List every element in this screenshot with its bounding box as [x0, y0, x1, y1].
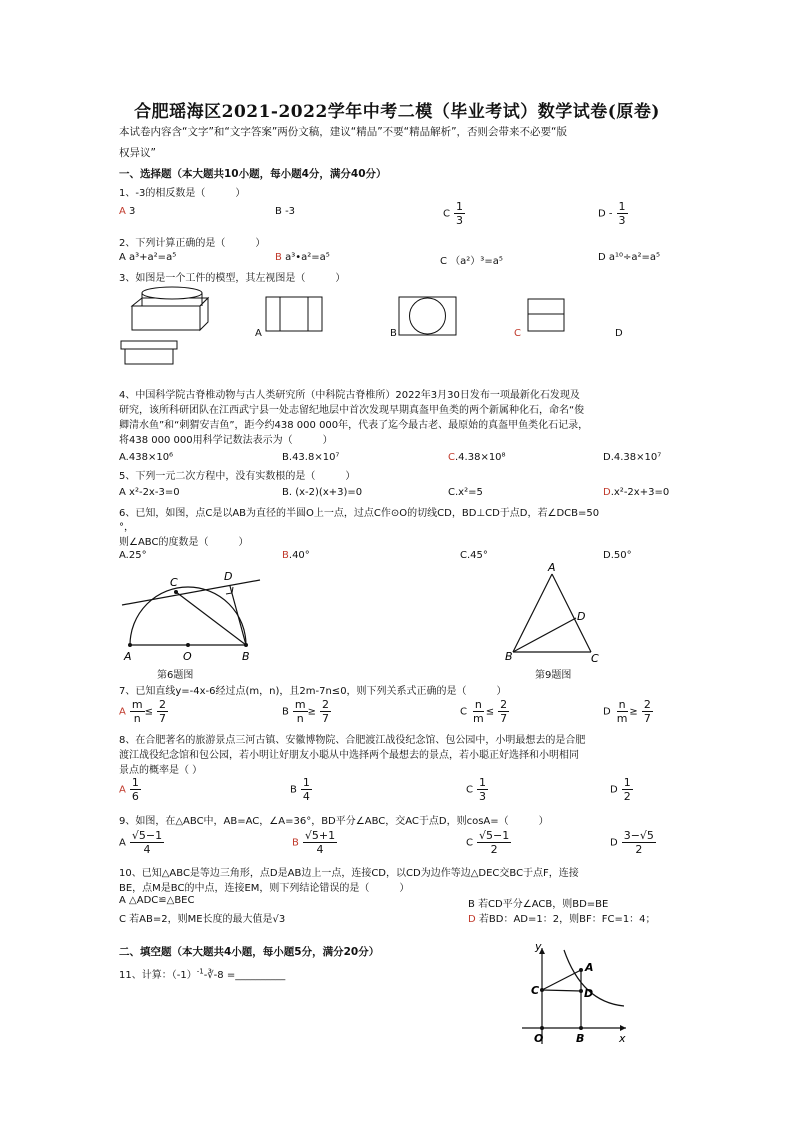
q10-option-b: B 若CD平分∠ACB，则BD=BE	[468, 899, 609, 910]
figure-9-caption: 第9题图	[535, 670, 572, 681]
figure-9-triangle	[505, 562, 615, 664]
q2-option-a: A a³+a²=a⁵	[119, 252, 177, 263]
q3-option-b-figure	[398, 296, 458, 336]
coordinate-figure	[518, 940, 633, 1050]
q6-line-1: 6、已知，如图，点C是以AB为直径的半圆O上一点，过点C作⊙O的切线CD，BD⊥CD于点D，若∠DCB=50	[119, 508, 600, 519]
q8-line-2: 渡江战役纪念馆和包公园，若小明让好朋友小聪从中选择两个最想去的景点，若小聪正好选择和小明相同	[119, 750, 579, 761]
q1-option-d: D - $\frac{1}{3}$	[598, 200, 626, 227]
q3-option-b-label: B	[390, 328, 397, 339]
q9-stem: 9、如图，在△ABC中，AB=AC，∠A=36°，BD平分∠ABC，交AC于点D，则cosA=（ ）	[119, 816, 549, 827]
q11-answer-blank[interactable]: __________	[235, 970, 286, 981]
graph-label-d: D	[584, 987, 594, 1000]
q1-stem: 1、-3的相反数是（ ）	[119, 188, 246, 199]
section-1-heading: 一、选择题（本大题共10小题，每小题4分，满分40分）	[119, 168, 387, 180]
q3-workpiece-model	[120, 284, 210, 334]
section-2-heading: 二、填空题（本大题共4小题，每小题5分，满分20分）	[119, 946, 380, 958]
figure-6-semicircle	[118, 570, 268, 665]
fig9-label-b: B	[505, 650, 513, 663]
q3-option-a-label: A	[255, 328, 262, 339]
q2-option-d: D a¹⁰÷a²=a⁵	[598, 252, 661, 263]
q3-option-d-label: D	[615, 328, 623, 339]
q8-option-c: C $\frac{1}{3}$	[466, 776, 486, 803]
q6-line-2: °，	[119, 522, 134, 533]
q2-option-b: B a³•a²=a⁵	[275, 252, 330, 263]
q7-option-a: A $\frac{m}{n}$ ≤ $\frac{2}{7}$	[119, 698, 166, 725]
q5-option-d: D.x²-2x+3=0	[603, 487, 670, 498]
q4-line-3: 卿清水鱼”和“刺猬安吉鱼”，距今约438 000 000年，代表了迄今最古老、最原始的真盔甲鱼类化石记录，	[119, 420, 589, 431]
fig6-label-b: B	[242, 650, 250, 663]
q2-option-c: C （a²）³=a⁵	[440, 256, 503, 267]
q10-option-c: C 若AB=2，则ME长度的最大值是√3	[119, 914, 286, 925]
q8-line-3: 景点的概率是（ ）	[119, 765, 203, 776]
fig6-label-d: D	[224, 570, 233, 583]
q5-option-b: B. (x-2)(x+3)=0	[282, 487, 363, 498]
q4-line-1: 4、中国科学院古脊椎动物与古人类研究所（中科院古脊椎所）2022年3月30日发布一项最新化石发现及	[119, 390, 580, 401]
q1-option-c: C $\frac{1}{3}$	[443, 200, 463, 227]
fig9-label-c: C	[591, 652, 599, 665]
q2-stem: 2、下列计算正确的是（ ）	[119, 238, 266, 249]
q6-option-c: C.45°	[460, 550, 488, 561]
fig9-label-a: A	[548, 561, 556, 574]
fig9-label-d: D	[577, 610, 586, 623]
q6-option-d: D.50°	[603, 550, 632, 561]
q8-option-b: B $\frac{1}{4}$	[290, 776, 310, 803]
graph-label-b: B	[576, 1032, 585, 1045]
q10-line-2: BE，点M是BC的中点，连接EM，则下列结论错误的是（ ）	[119, 883, 410, 894]
fig6-label-c: C	[170, 576, 178, 589]
q4-option-b: B.43.8×10⁷	[282, 452, 340, 463]
graph-label-y: y	[535, 940, 542, 953]
q4-line-2: 研究，该所科研团队在江西武宁县一处志留纪地层中首次发现早期真盔甲鱼类的两个新属种化石，命名“俊	[119, 405, 585, 416]
q8-line-1: 8、在合肥著名的旅游景点三河古镇、安徽博物院、合肥渡江战役纪念馆、包公园中，小明最想去的是合肥	[119, 735, 586, 746]
q4-option-a: A.438×10⁶	[119, 452, 174, 463]
graph-label-c: C	[531, 984, 540, 997]
q3-option-c-figure	[527, 298, 567, 334]
q10-line-1: 10、已知△ABC是等边三角形，点D是AB边上一点，连接CD，以CD为边作等边△DEC交BC于点F，连接	[119, 868, 579, 879]
q10-option-a: A △ADC≌△BEC	[119, 895, 195, 906]
graph-label-o: O	[534, 1032, 544, 1045]
q4-line-4: 将438 000 000用科学记数法表示为（ ）	[119, 435, 333, 446]
graph-label-x: x	[619, 1032, 626, 1045]
q4-option-d: D.4.38×10⁷	[603, 452, 662, 463]
q7-option-c: C $\frac{n}{m}$ ≤ $\frac{2}{7}$	[460, 698, 508, 725]
q5-stem: 5、下列一元二次方程中，没有实数根的是（ ）	[119, 471, 356, 482]
q1-option-a: A 3	[119, 206, 136, 217]
q9-option-d: D $\frac{3-√5}{2}$	[610, 829, 654, 856]
q8-option-a: A $\frac{1}{6}$	[119, 776, 139, 803]
q7-option-d: D $\frac{n}{m}$ ≥ $\frac{2}{7}$	[603, 698, 651, 725]
q3-option-a-figure	[265, 296, 325, 332]
q7-stem: 7、已知直线y=-4x-6经过点(m，n)，且2m-7n≤0，则下列关系式正确的是（ ）	[119, 686, 507, 697]
q1-option-b: B -3	[275, 206, 296, 217]
figure-6-caption: 第6题图	[157, 670, 194, 681]
q9-option-b: B $\frac{√5+1}{4}$	[292, 829, 336, 856]
q3-stem: 3、如图是一个工件的模型，其左视图是（ ）	[119, 273, 346, 284]
q5-option-a: A x²-2x-3=0	[119, 487, 180, 498]
q4-option-c: C.4.38×10⁸	[448, 452, 506, 463]
q6-option-a: A.25°	[119, 550, 147, 561]
intro-line-2: 权异议”	[119, 147, 156, 159]
page-title: 合肥瑶海区2021-2022学年中考二模（毕业考试）数学试卷(原卷)	[134, 102, 660, 122]
q8-option-d: D $\frac{1}{2}$	[610, 776, 631, 803]
graph-label-a: A	[585, 961, 594, 974]
q3-option-c-label: C	[514, 328, 521, 339]
q9-option-a: A $\frac{√5-1}{4}$	[119, 829, 163, 856]
q7-option-b: B $\frac{m}{n}$ ≥ $\frac{2}{7}$	[282, 698, 329, 725]
fig6-label-a: A	[124, 650, 132, 663]
fig6-label-o: O	[183, 650, 192, 663]
intro-line-1: 本试卷内容含“文字”和“文字答案”两份文稿，建议“精品”不要“精品解析”，否则会带来不必要“版	[119, 126, 567, 138]
q6-option-b: B.40°	[282, 550, 310, 561]
q11-expression: 11、计算：$(-1)^{-1}-∛-8$ =__________	[119, 967, 286, 981]
q9-option-c: C $\frac{√5-1}{2}$	[466, 829, 510, 856]
q10-option-d: D 若BD：AD=1：2，则BF：FC=1：4；	[468, 914, 656, 925]
q6-line-3: 则∠ABC的度数是（ ）	[119, 537, 249, 548]
q5-option-c: C.x²=5	[448, 487, 483, 498]
